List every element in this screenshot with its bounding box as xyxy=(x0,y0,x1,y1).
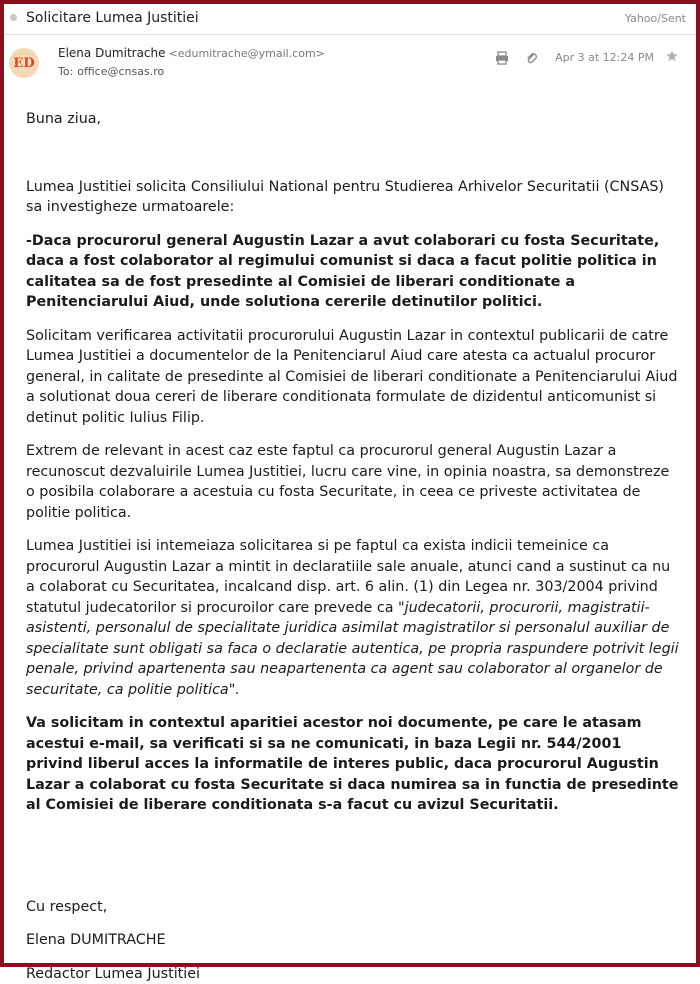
greeting: Buna ziua, xyxy=(26,109,682,130)
signature-title: Redactor Lumea Justitiei xyxy=(26,964,682,984)
recipient-line xyxy=(58,65,164,78)
paragraph-1: Solicitam verificarea activitatii procurorului Augustin Lazar in contextul publicarii de catre Lumea Justitiei a documentelor de la Penitenciarul Aiud care atesta ca actualul procuror general, in calitate de presedinte al Comisiei de liberari conditionate a Penitenciarului Aiud a solutionat doua cereri de liberare conditionata formulate de dizidentul anticomunist si detinut politic Iulius Filip. xyxy=(26,326,682,429)
message-date: Apr 3 at 12:24 PM xyxy=(555,51,654,64)
signature-name: Elena DUMITRACHE xyxy=(26,930,682,951)
sender-name[interactable]: Elena Dumitrache xyxy=(58,46,166,60)
paragraph-3 xyxy=(26,536,682,700)
paragraph-3-lead: Lumea Justitiei isi intemeiaza solicitarea si pe faptul ca exista indicii temeinice ca procurorul Augustin Lazar a mintit in declaratiile sale anuale, atunci cand a sustinut ca nu a colaborat cu Securitatea, incalcand disp. art. 6 alin. (1) din Legea nr. 303/2004 privind statutul judecatorilor si procuroilor care prevede ca xyxy=(26,538,670,616)
avatar[interactable]: ED xyxy=(9,48,39,78)
to-label: To: xyxy=(58,65,73,78)
sender-line xyxy=(58,46,325,60)
star-icon[interactable] xyxy=(666,50,678,65)
recipient-address[interactable]: office@cnsas.ro xyxy=(77,65,164,78)
title-bar xyxy=(4,4,696,35)
folder-label[interactable]: Yahoo/Sent xyxy=(625,12,686,25)
closing: Cu respect, xyxy=(26,897,682,918)
intro-paragraph: Lumea Justitiei solicita Consiliului National pentru Studierea Arhivelor Securitatii (CNSAS) sa investigheze urmatoarele: xyxy=(26,177,682,218)
message-header xyxy=(4,34,696,88)
law-quote: "judecatorii, procurorii, magistratii-asistenti, personalul de specialitate juridica asimilat magistratilor si personalul auxiliar de specialitate sunt obligati sa faca o declaratie autentica, pe propria raspundere potrivit legii penale, privind apartenenta sau neapartenenta ca agent sau colaborator al organelor de securitate, ca politie politica". xyxy=(26,600,679,698)
message-body xyxy=(26,109,682,984)
question-paragraph: -Daca procurorul general Augustin Lazar a avut colaborari cu fosta Securitate, daca a fost colaborator al regimului comunist si daca a facut politie politica in calitatea sa de fost presedinte al Comisiei de liberari conditionate a Penitenciarului Aiud, unde solutiona cererile detinutilor politici. xyxy=(26,231,682,313)
paperclip-icon[interactable] xyxy=(525,51,539,65)
sender-email[interactable]: <edumitrache@ymail.com> xyxy=(169,47,325,60)
email-subject: Solicitare Lumea Justitiei xyxy=(26,10,199,26)
request-paragraph: Va solicitam in contextul aparitiei acestor noi documente, pe care le atasam acestui e-mail, sa verificati si sa ne comunicati, in baza Legii nr. 544/2001 privind liberul acces la informatile de interes public, daca procurorul Augustin Lazar a colaborat cu fosta Securitate si daca numirea sa in functia de presedinte al Comisiei de liberare conditionata s-a facut cu avizul Securitatii. xyxy=(26,713,682,816)
message-tools xyxy=(495,50,678,65)
unread-dot-icon xyxy=(10,14,17,21)
print-icon[interactable] xyxy=(495,51,509,65)
paragraph-2: Extrem de relevant in acest caz este faptul ca procurorul general Augustin Lazar a recunoscut dezvaluirile Lumea Justitiei, lucru care vine, in opinia noastra, sa demonstreze o posibila colaborare a acestuia cu fosta Securitate, in ceea ce priveste activitatea de politie politica. xyxy=(26,441,682,523)
